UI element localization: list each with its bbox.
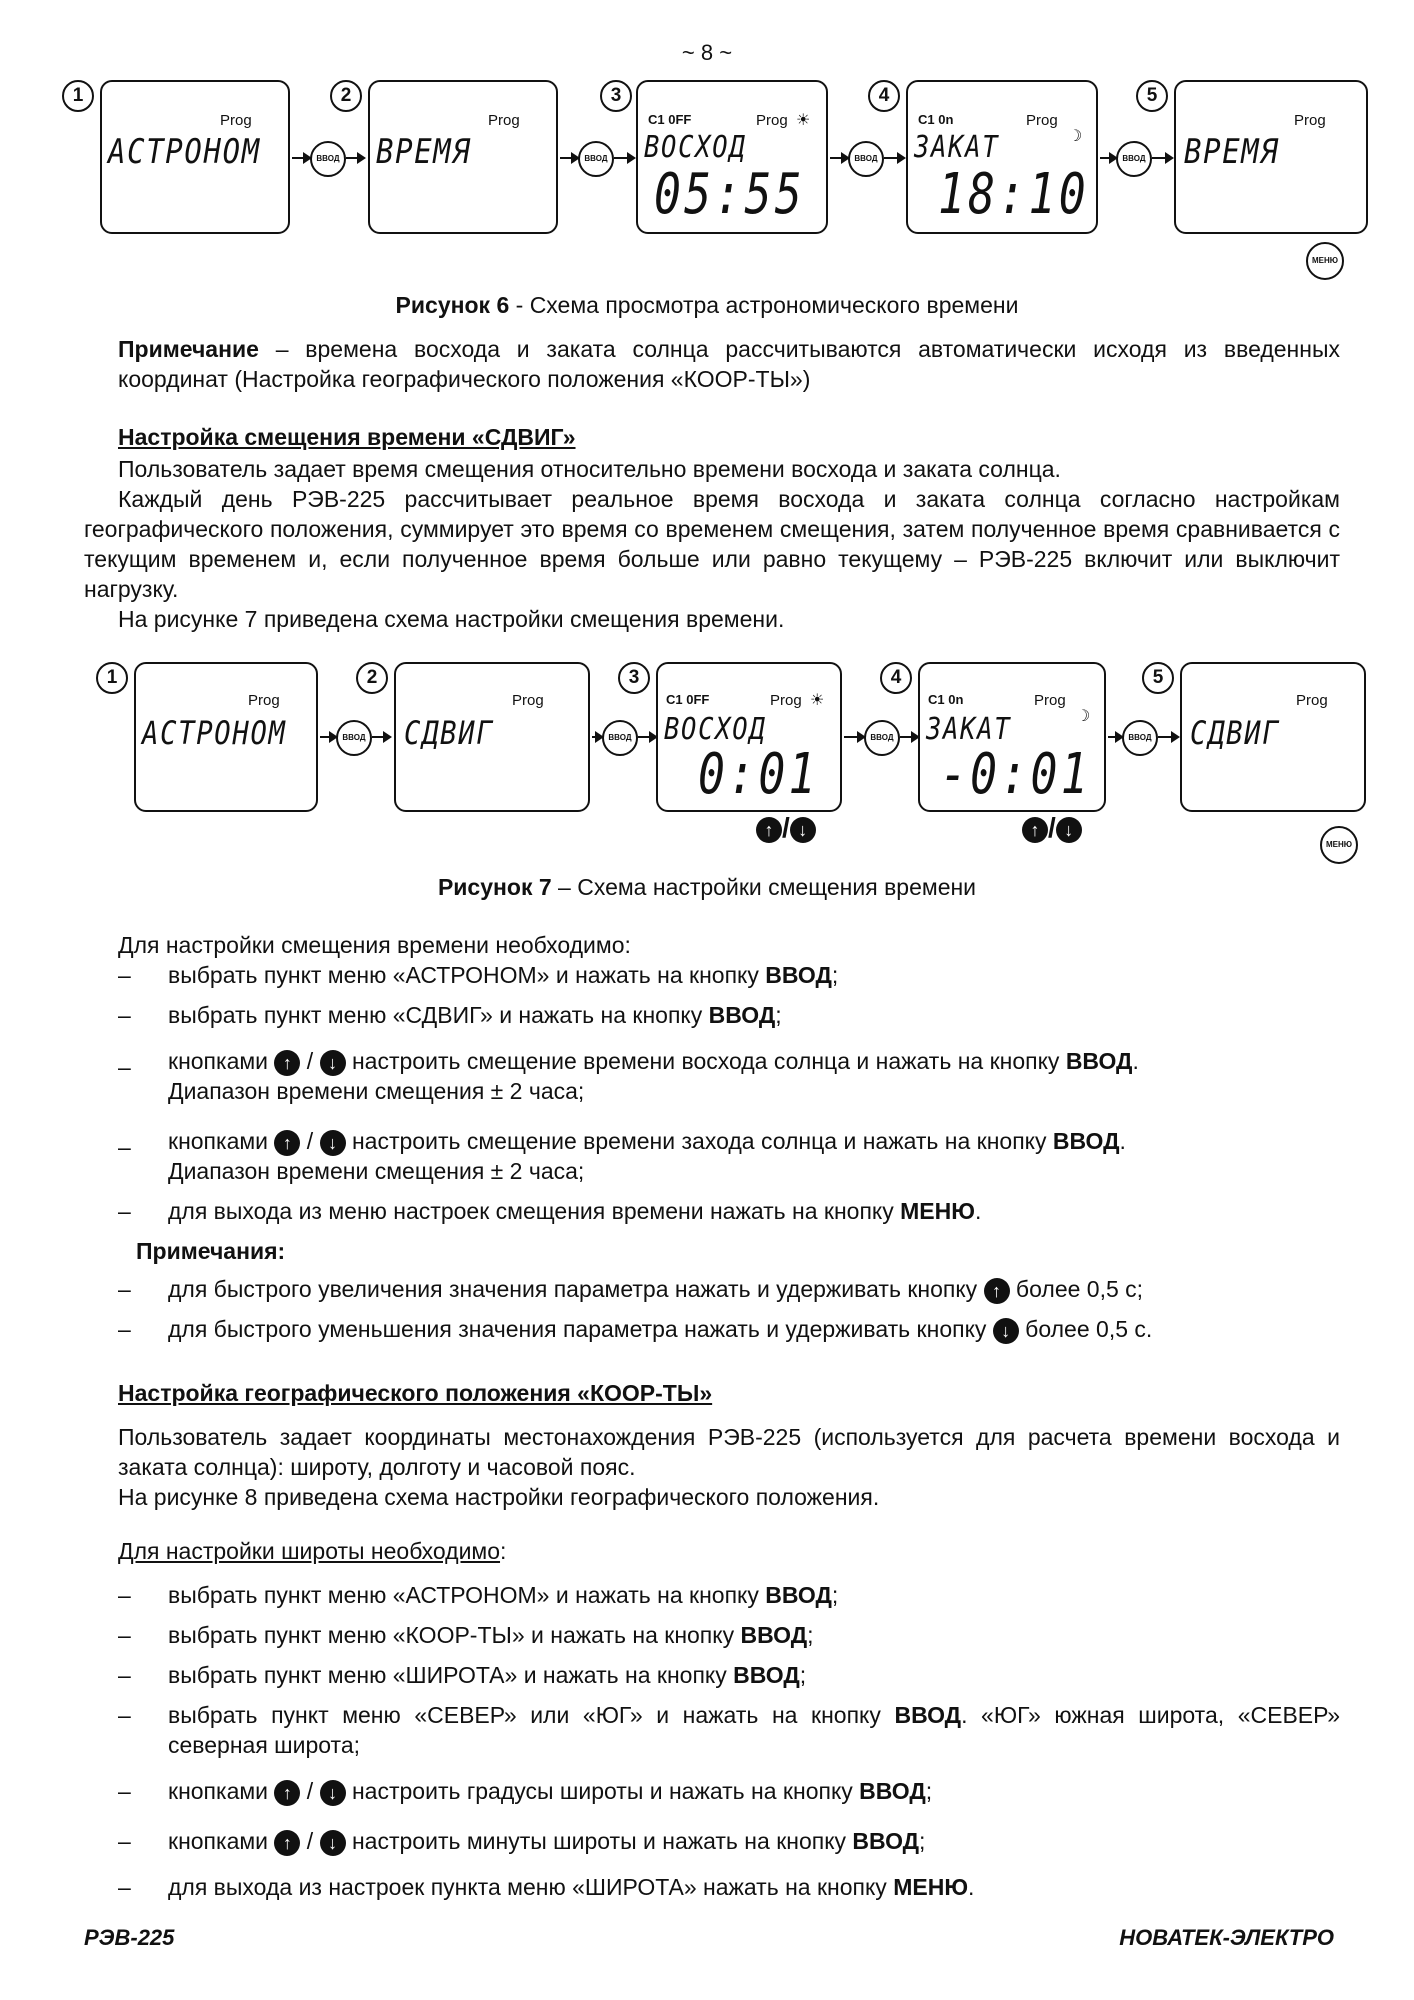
menu-button: МЕНЮ [1320,826,1358,864]
step-number: 1 [62,80,94,112]
enter-button: ВВОД [602,720,638,756]
prog-label: Prog [512,692,544,709]
subheading: Для настройки широты необходимо: [118,1538,507,1564]
flow-arrow [320,736,336,738]
prog-label: Prog [488,112,520,129]
section-heading-geo: Настройка географического положения «КООР-ТЫ» [118,1380,713,1406]
lcd-screen [368,80,558,234]
up-down-buttons: ↑ / ↓ [1022,812,1082,844]
prog-label: Prog [770,692,802,709]
lcd-screen [906,80,1098,234]
flow-arrow [830,157,848,159]
enter-button: ВВОД [578,141,614,177]
lcd-time: -0:01 [940,742,1091,807]
arrow-down-icon: ↓ [790,817,816,843]
page-number: ~ 8 ~ [681,40,733,65]
channel-status: C1 0n [918,112,954,127]
sunrise-icon: ☀ [810,692,825,709]
prog-label: Prog [248,692,280,709]
arrow-up-icon: ↑ [1022,817,1048,843]
lcd-text: СДВИГ [1190,714,1281,752]
arrow-up-icon: ↑ [984,1278,1010,1304]
arrow-down-icon: ↓ [1056,817,1082,843]
prog-label: Prog [1026,112,1058,129]
paragraph: Пользователь задает время смещения относительно времени восхода и заката солнца. [118,456,1061,482]
step-number: 4 [880,662,912,694]
footer-company: НОВАТЕК-ЭЛЕКТРО [1119,1925,1334,1950]
lcd-text: СДВИГ [404,714,495,752]
flow-arrow [884,157,904,159]
lcd-text: ВОСХОД [664,712,767,747]
paragraph: На рисунке 7 приведена схема настройки смещения времени. [118,606,785,632]
enter-button: ВВОД [864,720,900,756]
arrow-up-icon: ↑ [274,1780,300,1806]
lcd-screen [1180,662,1366,812]
flow-arrow [592,736,602,738]
lcd-time: 0:01 [698,742,819,807]
flow-arrow [372,736,390,738]
enter-button: ВВОД [848,141,884,177]
prog-label: Prog [1296,692,1328,709]
flow-arrow [1158,736,1178,738]
channel-status: C1 0FF [648,112,692,127]
channel-status: C1 0FF [666,692,710,707]
lcd-text: ЗАКАТ [926,712,1012,747]
lcd-screen [656,662,842,812]
up-down-buttons: ↑ / ↓ [756,812,816,844]
lcd-text: ЗАКАТ [914,130,1000,165]
enter-button: ВВОД [1122,720,1158,756]
flow-arrow [844,736,864,738]
flow-arrow [1100,157,1116,159]
enter-button: ВВОД [310,141,346,177]
flow-arrow [1108,736,1122,738]
menu-button: МЕНЮ [1306,242,1344,280]
lcd-screen [100,80,290,234]
lcd-text: АСТРОНОМ [142,714,287,752]
lcd-time: 05:55 [654,162,805,227]
arrow-up-icon: ↑ [274,1130,300,1156]
arrow-down-icon: ↓ [320,1050,346,1076]
lcd-text: ВОСХОД [644,130,747,165]
step-number: 1 [96,662,128,694]
arrow-down-icon: ↓ [320,1130,346,1156]
paragraph: Для настройки смещения времени необходимо: [118,932,631,958]
prog-label: Prog [756,112,788,129]
figure-7-caption: Рисунок 7 – Схема настройки смещения времени [437,874,977,900]
note-paragraph: Примечание – времена восхода и заката солнца рассчитываются автоматически исходя из введенных координат (Настройка географического положения «КООР-ТЫ») [118,336,1340,392]
footer-model: РЭВ-225 [84,1925,175,1950]
step-number: 2 [356,662,388,694]
lcd-text: АСТРОНОМ [108,132,261,172]
figure-6-caption: Рисунок 6 - Схема просмотра астрономического времени [395,292,1019,318]
enter-button: ВВОД [1116,141,1152,177]
lcd-screen [134,662,318,812]
flow-arrow [614,157,634,159]
prog-label: Prog [1294,112,1326,129]
arrow-down-icon: ↓ [320,1780,346,1806]
paragraph: Пользователь задает координаты местонахождения РЭВ-225 (используется для расчета времени восхода и заката солнца): широту, долготу и часовой пояс. [118,1424,1340,1480]
sunset-icon: ☽ [1068,128,1083,145]
arrow-up-icon: ↑ [274,1830,300,1856]
channel-status: C1 0n [928,692,964,707]
lcd-screen [1174,80,1368,234]
step-number: 5 [1142,662,1174,694]
sunrise-icon: ☀ [796,112,811,129]
lcd-text: ВРЕМЯ [1184,132,1280,172]
arrow-down-icon: ↓ [320,1830,346,1856]
enter-button: ВВОД [336,720,372,756]
arrow-up-icon: ↑ [274,1050,300,1076]
lcd-screen [636,80,828,234]
prog-label: Prog [1034,692,1066,709]
paragraph: На рисунке 8 приведена схема настройки географического положения. [118,1484,880,1510]
step-number: 5 [1136,80,1168,112]
step-number: 3 [618,662,650,694]
lcd-time: 18:10 [938,162,1089,227]
lcd-text: ВРЕМЯ [376,132,472,172]
arrow-up-icon: ↑ [756,817,782,843]
notes-title: Примечания: [136,1238,286,1264]
sunset-icon: ☽ [1076,708,1091,725]
lcd-screen [918,662,1106,812]
flow-arrow [560,157,578,159]
flow-arrow [900,736,918,738]
arrow-down-icon: ↓ [993,1318,1019,1344]
section-heading-shift: Настройка смещения времени «СДВИГ» [118,424,576,450]
paragraph: Каждый день РЭВ-225 рассчитывает реальное время восхода и заката солнца согласно настройкам географического положения, суммирует это время со временем смещения, затем полученное время сравнивается с текущим временем и, если полученное время больше или равно текущему – РЭВ-225 включит или выключит нагрузку. [84,486,1340,602]
step-number: 3 [600,80,632,112]
step-number: 2 [330,80,362,112]
flow-arrow [292,157,310,159]
prog-label: Prog [220,112,252,129]
lcd-screen [394,662,590,812]
flow-arrow [346,157,364,159]
flow-arrow [638,736,656,738]
flow-arrow [1152,157,1172,159]
step-number: 4 [868,80,900,112]
